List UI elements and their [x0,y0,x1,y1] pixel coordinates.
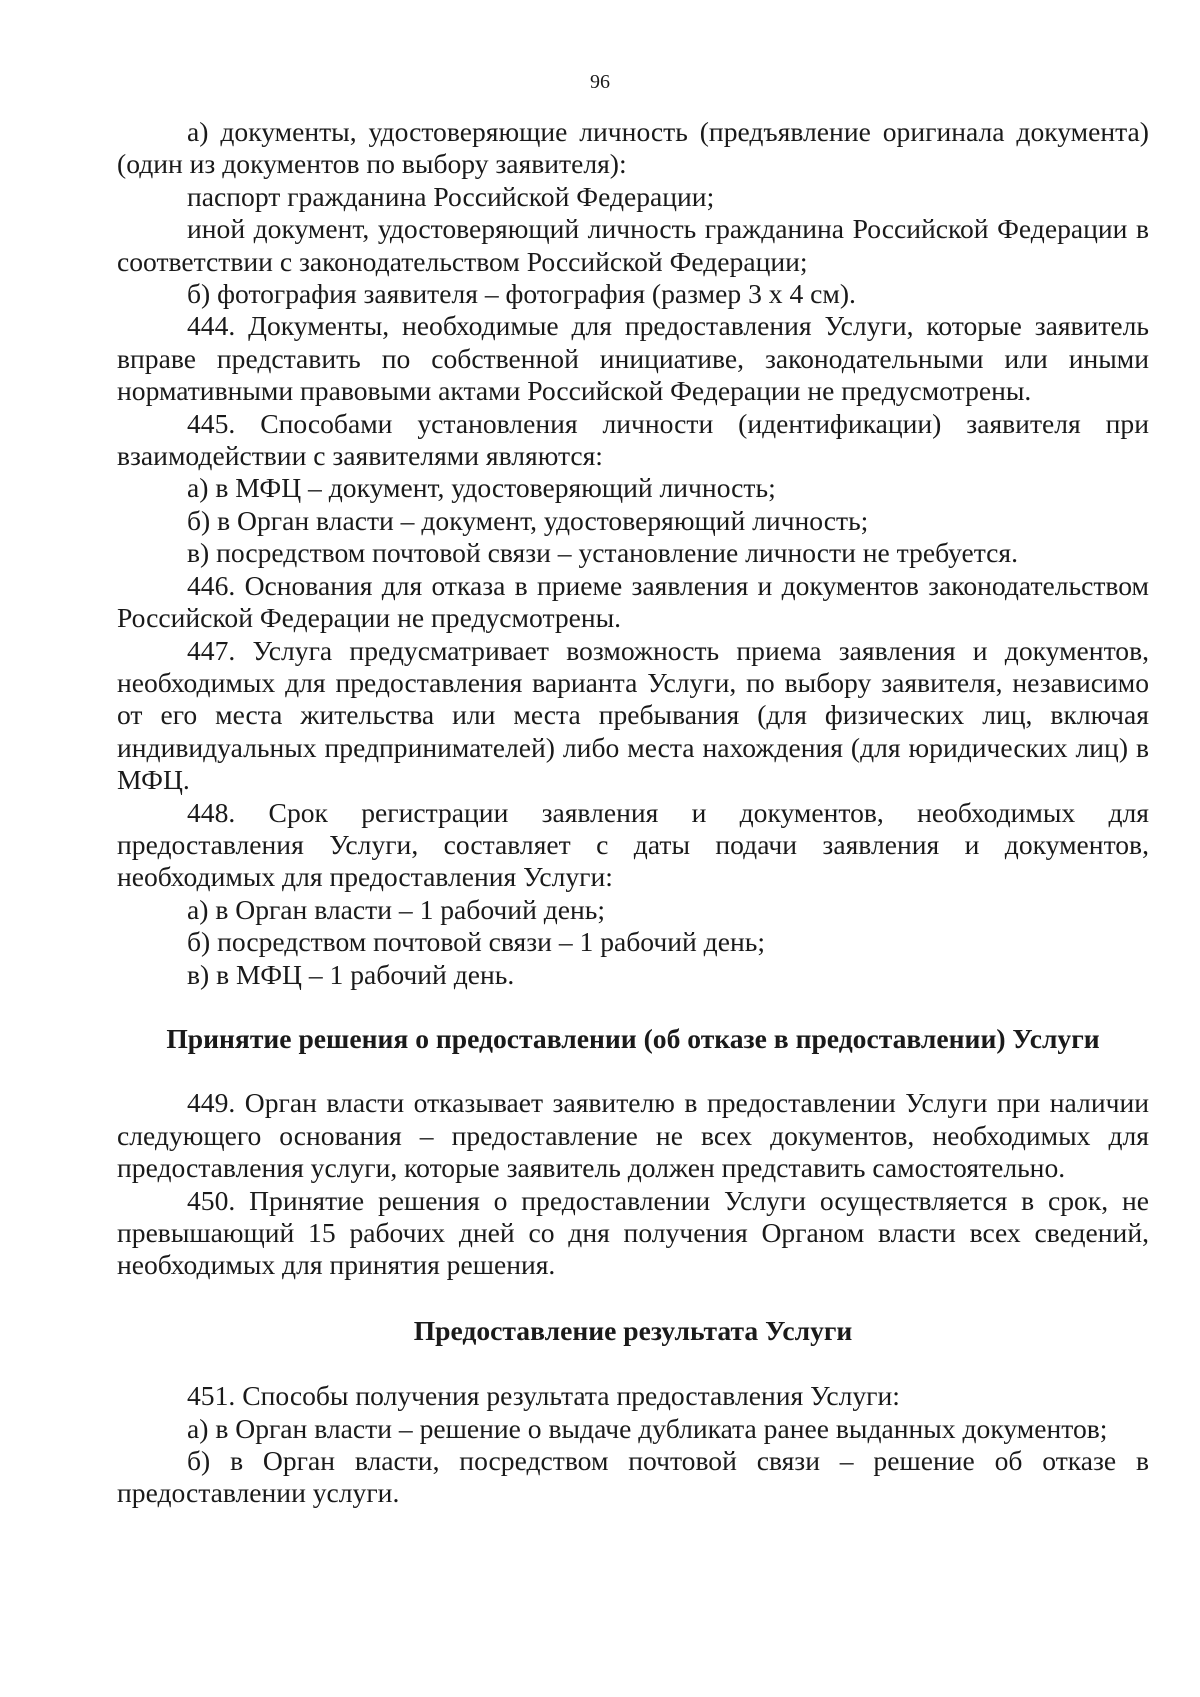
page-number: 96 [590,71,610,93]
paragraph: а) в МФЦ – документ, удостоверяющий личность; [187,472,776,504]
section-decision [117,1087,1149,1281]
paragraph: паспорт гражданина Российской Федерации; [187,180,715,212]
paragraph-448: 448. Срок регистрации заявления и документов, необходимых для предоставления Услуги, составляет с даты подачи заявления и документов, необходимых для предоставления Услуги: [117,796,1149,893]
section-documents [117,116,1149,991]
paragraph-445: 445. Способами установления личности (идентификации) заявителя при взаимодействии с заявителями являются: [117,407,1149,472]
paragraph-451: 451. Способы получения результата предоставления Услуги: [187,1380,900,1412]
section-result [117,1380,1149,1510]
paragraph-444: 444. Документы, необходимые для предоставления Услуги, которые заявитель вправе представить по собственной инициативе, законодательными или иными нормативными правовыми актами Российской Федерации не предусмотрены. [117,310,1149,407]
paragraph-449: 449. Орган власти отказывает заявителю в предоставлении Услуги при наличии следующего основания – предоставление не всех документов, необходимых для предоставления услуги, которые заявитель должен представить самостоятельно. [117,1087,1149,1184]
paragraph: а) в Орган власти – 1 рабочий день; [187,893,606,925]
paragraph: б) в Орган власти, посредством почтовой связи – решение об отказе в предоставлении услуги. [117,1445,1149,1509]
paragraph-450: 450. Принятие решения о предоставлении Услуги осуществляется в срок, не превышающий 15 рабочих дней со дня получения Органом власти всех сведений, необходимых для принятия решения. [117,1184,1149,1281]
paragraph: а) в Орган власти – решение о выдаче дубликата ранее выданных документов; [187,1412,1108,1444]
paragraph: б) фотография заявителя – фотография (размер 3 х 4 см). [187,278,856,310]
section-heading-result: Предоставление результата Услуги [413,1314,853,1346]
section-heading-decision: Принятие решения о предоставлении (об отказе в предоставлении) Услуги [166,1022,1100,1054]
paragraph: в) в МФЦ – 1 рабочий день. [187,958,515,990]
paragraph: б) в Орган власти – документ, удостоверяющий личность; [187,504,869,536]
paragraph: а) документы, удостоверяющие личность (предъявление оригинала документа) (один из документов по выбору заявителя): [117,116,1149,180]
paragraph-447: 447. Услуга предусматривает возможность приема заявления и документов, необходимых для предоставления варианта Услуги, по выбору заявителя, независимо от его места жительства или места пребывания (для физических лиц, включая индивидуальных предпринимателей) либо места нахождения (для юридических лиц) в МФЦ. [117,634,1149,796]
document-body [117,116,1149,1510]
paragraph: б) посредством почтовой связи – 1 рабочий день; [187,926,765,958]
paragraph: иной документ, удостоверяющий личность гражданина Российской Федерации в соответствии с законодательством Российской Федерации; [117,213,1149,277]
paragraph-446: 446. Основания для отказа в приеме заявления и документов законодательством Российской Федерации не предусмотрены. [117,569,1149,634]
paragraph: в) посредством почтовой связи – установление личности не требуется. [187,537,1019,569]
